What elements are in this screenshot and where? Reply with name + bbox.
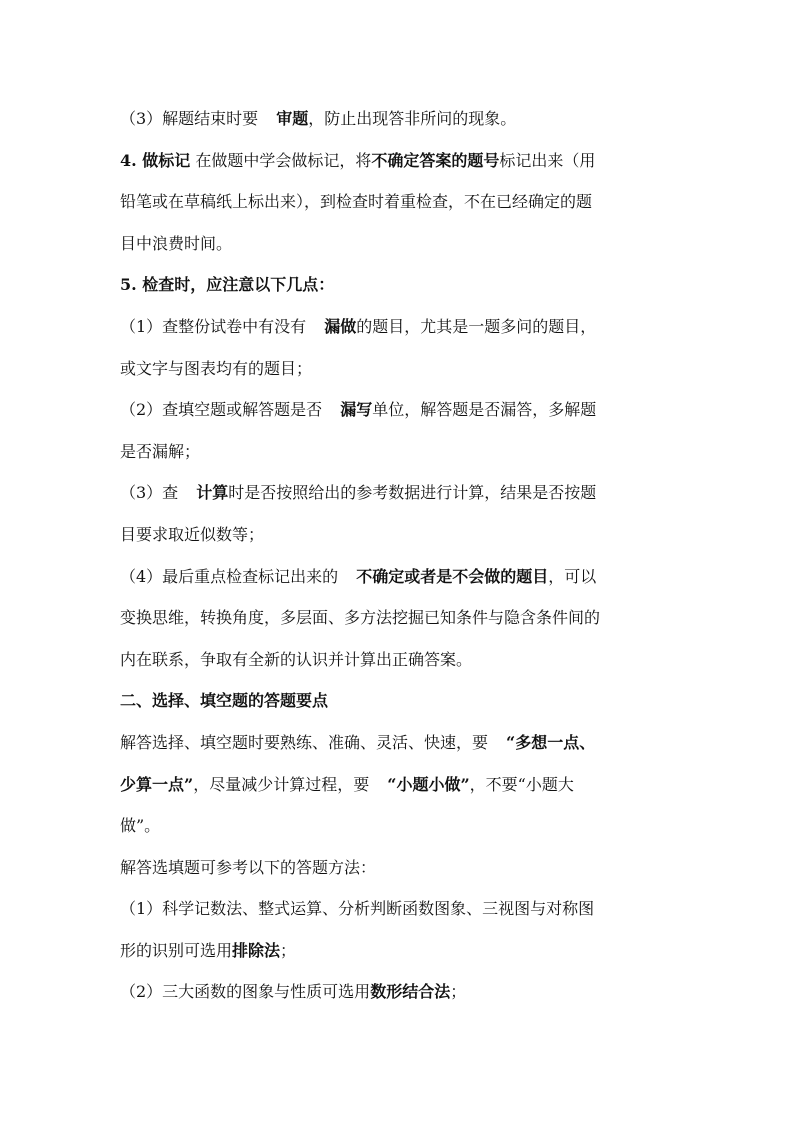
text: （4）最后重点检查标记出来的 bbox=[120, 566, 339, 586]
text: （2）查填空题或解答题是否 bbox=[120, 400, 323, 420]
text: 的题目，尤其是一题多问的题目， bbox=[356, 316, 597, 336]
text: 形的识别可选用 bbox=[120, 940, 233, 960]
text-line-14: 内在联系，争取有全新的认识并计算出正确答案。 bbox=[120, 649, 473, 669]
text: 单位，解答题是否漏答，多解题 bbox=[372, 400, 597, 420]
text-line-7: 或文字与图表均有的题目； bbox=[120, 358, 313, 378]
text-line-4: 目中浪费时间。 bbox=[120, 233, 233, 253]
bold-term: “多想一点、 bbox=[506, 732, 596, 752]
bold-term: 计算 bbox=[196, 483, 229, 503]
text: （3）解题结束时要 bbox=[120, 109, 259, 128]
bold-term: 做标记 bbox=[142, 150, 191, 170]
text-line-17 bbox=[120, 764, 680, 806]
text-line-2 bbox=[120, 140, 680, 182]
text: 在做题中学会做标记，将 bbox=[190, 150, 372, 170]
bold-term: 审题 bbox=[276, 109, 309, 128]
text-line-8 bbox=[120, 389, 680, 431]
bold-term: 排除法 bbox=[232, 940, 281, 960]
section-heading-5: 5. 检查时，应注意以下几点： bbox=[120, 275, 335, 295]
text-line-21 bbox=[120, 930, 680, 972]
text-line-19: 解答选填题可参考以下的答题方法： bbox=[120, 857, 377, 877]
text-line-16 bbox=[120, 722, 680, 764]
text-line-1 bbox=[120, 98, 680, 140]
text: （2）三大函数的图象与性质可选用 bbox=[120, 982, 371, 1002]
bold-term: 不确定答案的题号 bbox=[371, 150, 500, 170]
section-heading-2: 二、选择、填空题的答题要点 bbox=[120, 691, 329, 711]
bold-term: 漏做 bbox=[324, 316, 357, 336]
text: 解答选择、填空题时要熟练、准确、灵活、快速，要 bbox=[120, 732, 489, 752]
document-body bbox=[120, 98, 680, 1013]
text: ； bbox=[280, 940, 297, 960]
text-line-22 bbox=[120, 971, 680, 1013]
text: ； bbox=[450, 982, 467, 1002]
bold-term: “小题小做” bbox=[387, 774, 470, 794]
text: 标记出来（用 bbox=[499, 150, 596, 170]
text: ，可以 bbox=[548, 566, 597, 586]
item-number: 4. bbox=[120, 150, 143, 170]
bold-term: 少算一点” bbox=[120, 774, 194, 794]
text-line-12 bbox=[120, 556, 680, 598]
text: （3）查 bbox=[120, 483, 179, 503]
text-line-6 bbox=[120, 306, 680, 348]
text-line-13: 变换思维，转换角度，多层面、多方法挖掘已知条件与隐含条件间的 bbox=[120, 608, 601, 628]
bold-term: 不确定或者是不会做的题目 bbox=[356, 566, 549, 586]
text-line-3: 铅笔或在草稿纸上标出来），到检查时着重检查，不在已经确定的题 bbox=[120, 192, 593, 212]
text-line-11: 目要求取近似数等； bbox=[120, 524, 265, 544]
text: ，尽量减少计算过程，要 bbox=[193, 774, 370, 794]
bold-term: 漏写 bbox=[340, 400, 373, 420]
text-line-9: 是否漏解； bbox=[120, 441, 201, 461]
text-line-20: （1）科学记数法、整式运算、分析判断函数图象、三视图与对称图 bbox=[120, 899, 595, 919]
text: （1）查整份试卷中有没有 bbox=[120, 316, 307, 336]
text-line-10 bbox=[120, 472, 680, 514]
text: ，防止出现答非所问的现象。 bbox=[308, 109, 517, 128]
text: 时是否按照给出的参考数据进行计算，结果是否按题 bbox=[228, 483, 597, 503]
text: ，不要“小题大 bbox=[469, 774, 574, 794]
bold-term: 数形结合法 bbox=[370, 982, 451, 1002]
text-line-18: 做”。 bbox=[120, 816, 161, 836]
